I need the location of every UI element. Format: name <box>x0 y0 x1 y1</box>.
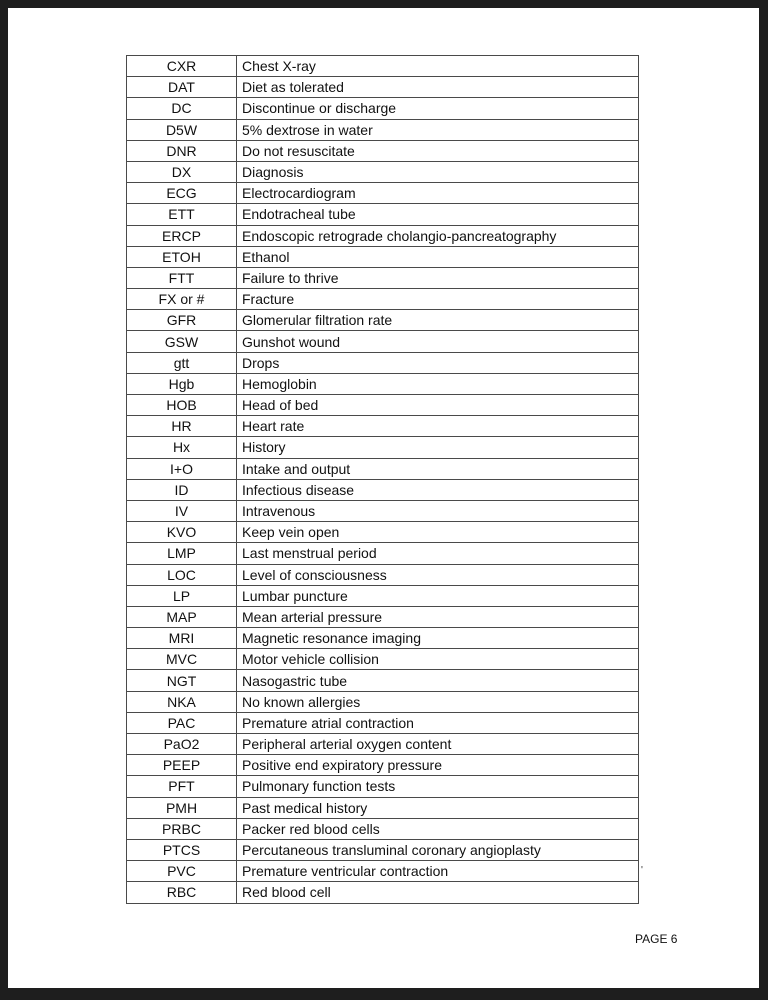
abbreviation-cell: PMH <box>127 797 237 818</box>
table-row <box>127 352 639 373</box>
definition-cell: Gunshot wound <box>237 331 639 352</box>
definition-cell: Level of consciousness <box>237 564 639 585</box>
definition-cell: Packer red blood cells <box>237 818 639 839</box>
abbreviation-cell: KVO <box>127 522 237 543</box>
abbreviation-cell: MVC <box>127 649 237 670</box>
abbreviation-cell: PTCS <box>127 839 237 860</box>
table-row <box>127 839 639 860</box>
definition-cell: Heart rate <box>237 416 639 437</box>
table-row <box>127 776 639 797</box>
table-row <box>127 734 639 755</box>
table-row <box>127 140 639 161</box>
abbreviation-cell: DAT <box>127 77 237 98</box>
abbreviation-cell: PFT <box>127 776 237 797</box>
definition-cell: Glomerular filtration rate <box>237 310 639 331</box>
definition-cell: Do not resuscitate <box>237 140 639 161</box>
definition-cell: Mean arterial pressure <box>237 606 639 627</box>
stray-mark: ' <box>641 865 643 876</box>
abbreviation-cell: PRBC <box>127 818 237 839</box>
definition-cell: Positive end expiratory pressure <box>237 755 639 776</box>
table-row <box>127 310 639 331</box>
abbreviation-cell: LMP <box>127 543 237 564</box>
definition-cell: Ethanol <box>237 246 639 267</box>
abbreviation-cell: IV <box>127 500 237 521</box>
table-row <box>127 755 639 776</box>
definition-cell: Hemoglobin <box>237 373 639 394</box>
abbreviation-cell: PVC <box>127 861 237 882</box>
table-row <box>127 56 639 77</box>
abbreviation-cell: GSW <box>127 331 237 352</box>
abbreviation-cell: GFR <box>127 310 237 331</box>
table-row <box>127 500 639 521</box>
abbreviation-cell: I+O <box>127 458 237 479</box>
table-row <box>127 331 639 352</box>
table-row <box>127 522 639 543</box>
abbreviation-cell: FX or # <box>127 289 237 310</box>
definition-cell: Diet as tolerated <box>237 77 639 98</box>
abbreviation-cell: HR <box>127 416 237 437</box>
definition-cell: Pulmonary function tests <box>237 776 639 797</box>
abbreviation-cell: MRI <box>127 628 237 649</box>
definition-cell: Red blood cell <box>237 882 639 903</box>
definition-cell: Past medical history <box>237 797 639 818</box>
table-row <box>127 395 639 416</box>
definition-cell: Keep vein open <box>237 522 639 543</box>
abbreviation-cell: D5W <box>127 119 237 140</box>
abbreviation-cell: FTT <box>127 267 237 288</box>
abbreviation-cell: CXR <box>127 56 237 77</box>
definition-cell: Intravenous <box>237 500 639 521</box>
table-row <box>127 585 639 606</box>
definition-cell: Infectious disease <box>237 479 639 500</box>
abbreviation-cell: gtt <box>127 352 237 373</box>
abbreviation-cell: ID <box>127 479 237 500</box>
abbreviation-cell: PAC <box>127 712 237 733</box>
definition-cell: Electrocardiogram <box>237 183 639 204</box>
abbreviation-cell: Hx <box>127 437 237 458</box>
definition-cell: Failure to thrive <box>237 267 639 288</box>
abbreviation-cell: ERCP <box>127 225 237 246</box>
definition-cell: Discontinue or discharge <box>237 98 639 119</box>
definition-cell: 5% dextrose in water <box>237 119 639 140</box>
document-page <box>8 8 759 988</box>
definition-cell: Head of bed <box>237 395 639 416</box>
table-row <box>127 628 639 649</box>
table-row <box>127 225 639 246</box>
table-row <box>127 818 639 839</box>
table-row <box>127 564 639 585</box>
definition-cell: Premature atrial contraction <box>237 712 639 733</box>
table-row <box>127 416 639 437</box>
definition-cell: Percutaneous transluminal coronary angioplasty <box>237 839 639 860</box>
table-row <box>127 161 639 182</box>
definition-cell: Endotracheal tube <box>237 204 639 225</box>
definition-cell: Magnetic resonance imaging <box>237 628 639 649</box>
abbreviation-cell: DNR <box>127 140 237 161</box>
table-row <box>127 119 639 140</box>
definition-cell: History <box>237 437 639 458</box>
definition-cell: Drops <box>237 352 639 373</box>
definition-cell: Endoscopic retrograde cholangio-pancreatography <box>237 225 639 246</box>
page-number: PAGE 6 <box>635 932 678 946</box>
abbreviation-cell: HOB <box>127 395 237 416</box>
definition-cell: Fracture <box>237 289 639 310</box>
abbreviation-cell: NKA <box>127 691 237 712</box>
definition-cell: Lumbar puncture <box>237 585 639 606</box>
definition-cell: No known allergies <box>237 691 639 712</box>
abbreviation-cell: RBC <box>127 882 237 903</box>
definition-cell: Motor vehicle collision <box>237 649 639 670</box>
table-row <box>127 543 639 564</box>
definition-cell: Chest X-ray <box>237 56 639 77</box>
table-row <box>127 77 639 98</box>
abbreviation-cell: DX <box>127 161 237 182</box>
definition-cell: Nasogastric tube <box>237 670 639 691</box>
table-row <box>127 712 639 733</box>
table-row <box>127 437 639 458</box>
definition-cell: Intake and output <box>237 458 639 479</box>
abbreviation-cell: LOC <box>127 564 237 585</box>
table-row <box>127 670 639 691</box>
table-row <box>127 882 639 903</box>
table-row <box>127 458 639 479</box>
table-row <box>127 373 639 394</box>
definition-cell: Diagnosis <box>237 161 639 182</box>
table-row <box>127 267 639 288</box>
table-row <box>127 183 639 204</box>
table-row <box>127 246 639 267</box>
table-row <box>127 691 639 712</box>
abbreviation-cell: LP <box>127 585 237 606</box>
abbreviation-cell: ETT <box>127 204 237 225</box>
abbreviation-cell: PEEP <box>127 755 237 776</box>
abbreviation-cell: DC <box>127 98 237 119</box>
table-row <box>127 98 639 119</box>
definition-cell: Last menstrual period <box>237 543 639 564</box>
table-row <box>127 289 639 310</box>
abbreviation-cell: Hgb <box>127 373 237 394</box>
abbreviation-table-body <box>127 56 639 904</box>
abbreviation-cell: ECG <box>127 183 237 204</box>
table-row <box>127 479 639 500</box>
definition-cell: Peripheral arterial oxygen content <box>237 734 639 755</box>
table-row <box>127 649 639 670</box>
table-row <box>127 797 639 818</box>
abbreviation-table <box>126 55 639 904</box>
table-row <box>127 606 639 627</box>
table-row <box>127 204 639 225</box>
abbreviation-cell: ETOH <box>127 246 237 267</box>
definition-cell: Premature ventricular contraction <box>237 861 639 882</box>
table-row <box>127 861 639 882</box>
abbreviation-cell: MAP <box>127 606 237 627</box>
abbreviation-cell: PaO2 <box>127 734 237 755</box>
abbreviation-cell: NGT <box>127 670 237 691</box>
